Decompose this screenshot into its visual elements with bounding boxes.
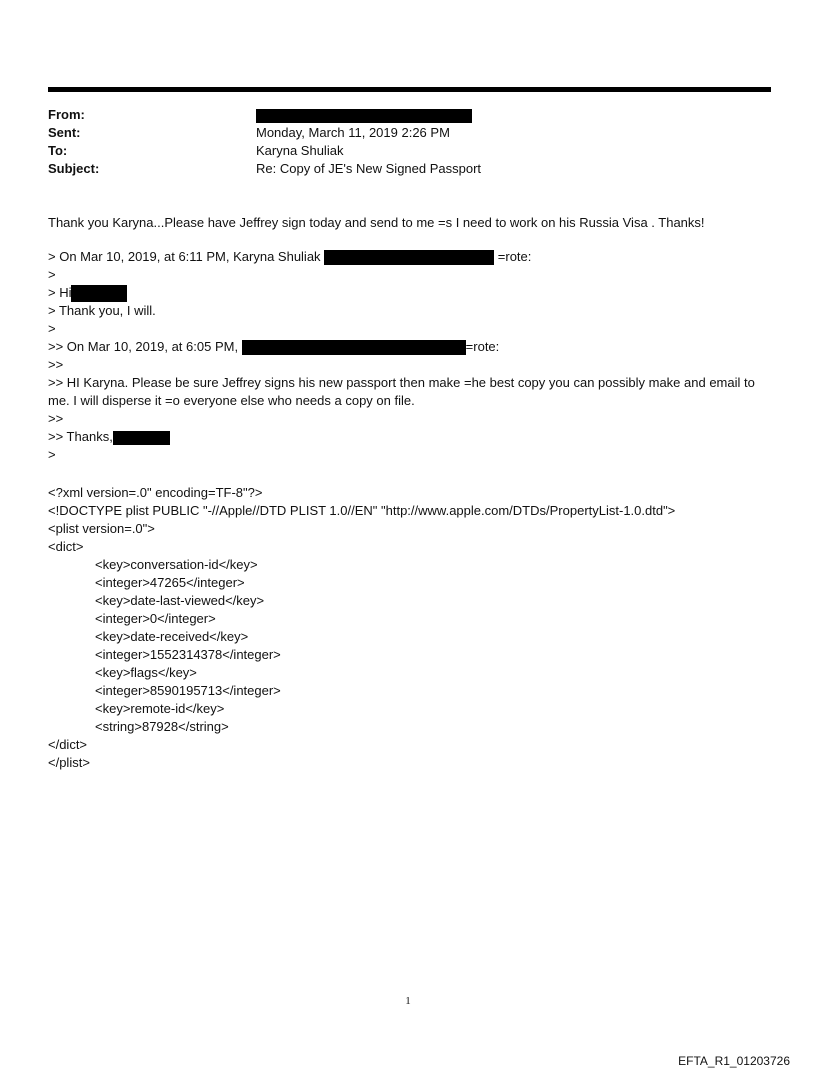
quote-line <box>48 248 778 266</box>
quote-line: > Thank you, I will. <box>48 303 156 318</box>
sent-value: Monday, March 11, 2019 2:26 PM <box>256 125 450 140</box>
redaction-box <box>242 340 466 355</box>
xml-line: <key>date-received</key> <box>95 629 249 644</box>
sent-row <box>48 124 771 142</box>
quote-line <box>48 428 778 446</box>
xml-line: <integer>1552314378</integer> <box>95 647 281 662</box>
xml-line: <integer>8590195713</integer> <box>95 683 281 698</box>
xml-line: <key>flags</key> <box>95 665 197 680</box>
quote-line: > <box>48 321 56 336</box>
to-value: Karyna Shuliak <box>256 143 344 158</box>
quote-text: >> On Mar 10, 2019, at 6:05 PM, <box>48 339 242 354</box>
from-label: From: <box>48 107 85 122</box>
xml-line: <key>conversation-id</key> <box>95 557 258 572</box>
subject-value: Re: Copy of JE's New Signed Passport <box>256 161 482 176</box>
quote-text: >> Thanks, <box>48 429 113 444</box>
quote-line: >> <box>48 411 64 426</box>
redaction-box <box>71 285 127 302</box>
plist-metadata <box>48 484 675 772</box>
xml-line: <key>remote-id</key> <box>95 701 225 716</box>
xml-line: <!DOCTYPE plist PUBLIC "-//Apple//DTD PLIST 1.0//EN" "http://www.apple.com/DTDs/PropertyList-1.0.dtd"> <box>48 503 676 518</box>
sent-label: Sent: <box>48 125 81 140</box>
xml-line: </dict> <box>48 737 88 752</box>
to-label: To: <box>48 143 68 158</box>
quote-line <box>48 338 778 356</box>
xml-line: </plist> <box>48 755 90 770</box>
quote-text: =rote: <box>494 249 532 264</box>
email-header <box>48 106 771 178</box>
xml-line: <key>date-last-viewed</key> <box>95 593 265 608</box>
from-row <box>48 106 771 124</box>
email-body <box>48 214 778 464</box>
quote-text: > On Mar 10, 2019, at 6:11 PM, Karyna Shuliak <box>48 249 325 264</box>
quote-line: > <box>48 447 56 462</box>
xml-line: <dict> <box>48 539 84 554</box>
from-value <box>256 106 771 124</box>
quote-line: > <box>48 267 56 282</box>
quote-text: > Hi <box>48 285 72 300</box>
reply-text: Thank you Karyna...Please have Jeffrey sign today and send to me =s I need to work on his Russia Visa . Thanks! <box>48 215 705 230</box>
xml-line: <plist version=.0"> <box>48 521 155 536</box>
page-number: 1 <box>405 995 411 1007</box>
quote-line: >> HI Karyna. Please be sure Jeffrey signs his new passport then make =he best copy you can possibly make and email to me. I will disperse it =o everyone else who needs a copy on file. <box>48 375 755 408</box>
bates-number: EFTA_R1_01203726 <box>678 1054 790 1068</box>
quote-line: >> <box>48 357 64 372</box>
to-row <box>48 142 771 160</box>
subject-label: Subject: <box>48 161 100 176</box>
quote-text: =rote: <box>465 339 500 354</box>
subject-row <box>48 160 771 178</box>
xml-line: <integer>47265</integer> <box>95 575 245 590</box>
xml-line: <?xml version=.0" encoding=TF-8"?> <box>48 485 263 500</box>
redaction-box <box>113 431 170 445</box>
xml-line: <string>87928</string> <box>95 719 229 734</box>
xml-line: <integer>0</integer> <box>95 611 216 626</box>
quote-line <box>48 284 778 302</box>
redaction-box <box>324 250 494 265</box>
header-rule <box>48 87 771 92</box>
redaction-box <box>256 109 472 123</box>
